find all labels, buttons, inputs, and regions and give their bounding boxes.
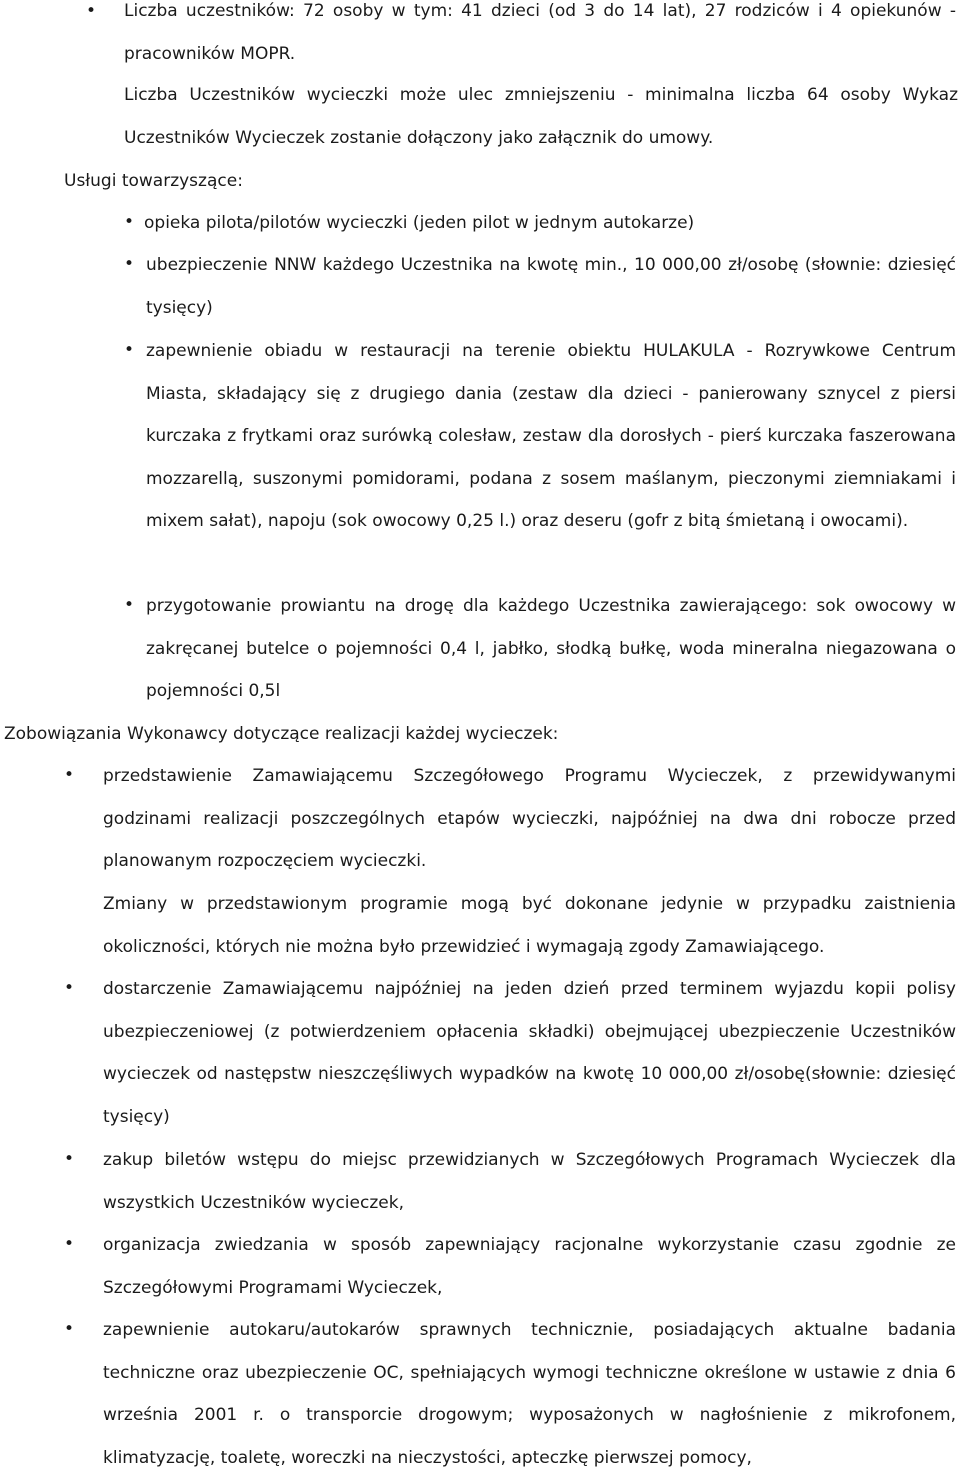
obligation-item-coaches: zapewnienie autokaru/autokarów sprawnych technicznie, posiadających aktualne badania techniczne oraz ubezpieczenie OC, spełniających wymogi techniczne określone w ustawie z dnia 6 września 2001 r. o transporcie drogowym; wyposażonych w nagłośnienie z mikrofonem, klimatyzację, toaletę, woreczki na nieczystości, apteczkę pierwszej pomocy, — [103, 1320, 956, 1468]
obligations-heading: Zobowiązania Wykonawcy dotyczące realizacji każdej wycieczek: — [4, 724, 559, 744]
obligation-item-sightseeing: organizacja zwiedzania w sposób zapewniający racjonalne wykorzystanie czasu zgodnie ze Szczegółowymi Programami Wycieczek, — [103, 1235, 956, 1298]
service-item-insurance: ubezpieczenie NNW każdego Uczestnika na kwotę min., 10 000,00 zł/osobę (słownie: dziesięć tysięcy) — [146, 255, 956, 318]
services-heading: Usługi towarzyszące: — [64, 171, 243, 191]
bullet-icon: • — [124, 212, 135, 232]
obligation-item-insurance-policy: dostarczenie Zamawiającemu najpóźniej na jeden dzień przed terminem wyjazdu kopii polisy ubezpieczeniowej (z potwierdzeniem opłacenia składki) obejmującej ubezpieczenie Uczestników wycieczek od następstw nieszczęśliwych wypadków na kwotę 10 000,00 zł/osobę(słownie: dziesięć tysięcy) — [103, 979, 956, 1127]
participants-paragraph: Liczba uczestników: 72 osoby w tym: 41 dzieci (od 3 do 14 lat), 27 rodziców i 4 opiekunów - pracowników MOPR. — [124, 1, 956, 64]
bullet-icon: • — [86, 1, 97, 21]
obligation-item-tickets: zakup biletów wstępu do miejsc przewidzianych w Szczegółowych Programach Wycieczek dla wszystkich Uczestników wycieczek, — [103, 1150, 956, 1213]
bullet-icon: • — [64, 1149, 75, 1169]
service-item-pilot: opieka pilota/pilotów wycieczki (jeden pilot w jednym autokarze) — [144, 213, 695, 233]
bullet-icon: • — [124, 340, 135, 360]
service-item-dinner: zapewnienie obiadu w restauracji na terenie obiektu HULAKULA - Rozrywkowe Centrum Miasta, składający się z drugiego dania (zestaw dla dzieci - panierowany sznycel z piersi kurczaka z frytkami oraz surówką colesław, zestaw dla dorosłych - pierś kurczaka faszerowana mozzarellą, suszonymi pomidorami, podana z sosem maślanym, pieczonymi ziemniakami i mixem sałat), napoju (sok owocowy 0,25 l.) oraz deseru (gofr z bitą śmietaną i owocami). — [146, 341, 956, 532]
bullet-icon: • — [64, 765, 75, 785]
bullet-icon: • — [64, 1319, 75, 1339]
obligation-note: Zmiany w przedstawionym programie mogą być dokonane jedynie w przypadku zaistnienia okoliczności, których nie można było przewidzieć i wymagają zgody Zamawiającego. — [103, 894, 956, 957]
bullet-icon: • — [124, 254, 135, 274]
participants-reduction-paragraph: Liczba Uczestników wycieczki może ulec zmniejszeniu - minimalna liczba 64 osoby Wykaz Uczestników Wycieczek zostanie dołączony jako załącznik do umowy. — [124, 85, 958, 148]
service-item-provisions: przygotowanie prowiantu na drogę dla każdego Uczestnika zawierającego: sok owocowy w zakręcanej butelce o pojemności 0,4 l, jabłko, słodką bułkę, woda mineralna niegazowana o pojemności 0,5l — [146, 596, 956, 702]
obligation-item-program: przedstawienie Zamawiającemu Szczegółowego Programu Wycieczek, z przewidywanymi godzinami realizacji poszczególnych etapów wycieczki, najpóźniej na dwa dni robocze przed planowanym rozpoczęciem wycieczki. — [103, 766, 956, 872]
bullet-icon: • — [64, 1234, 75, 1254]
bullet-icon: • — [64, 978, 75, 998]
bullet-icon: • — [124, 595, 135, 615]
